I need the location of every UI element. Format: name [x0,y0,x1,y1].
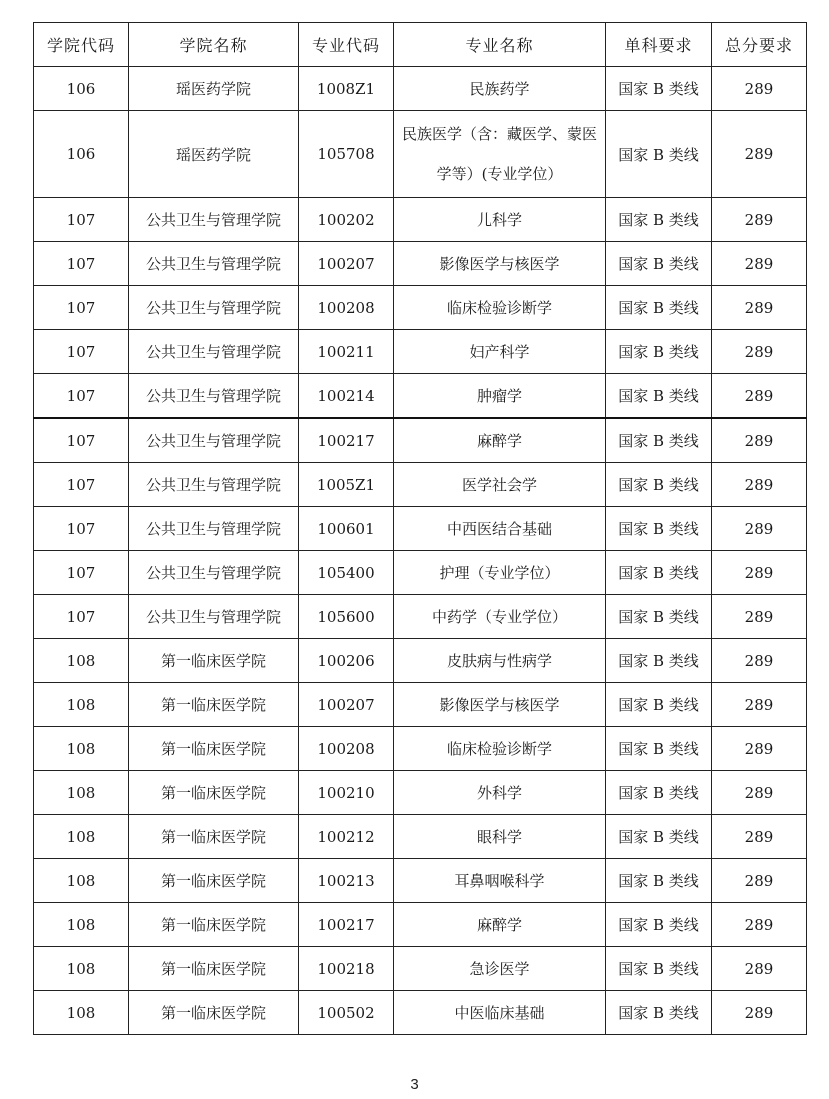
major-code-cell: 100208 [299,286,394,330]
college-name-cell: 第一临床医学院 [129,683,299,727]
single-subject-cell: 国家 B 类线 [606,947,712,991]
major-name-cell: 麻醉学 [394,903,606,947]
major-code-cell: 100207 [299,683,394,727]
table-row [34,639,807,683]
table-row [34,947,807,991]
table-row [34,111,807,198]
single-subject-cell: 国家 B 类线 [606,242,712,286]
single-subject-cell: 国家 B 类线 [606,551,712,595]
major-code-cell: 100502 [299,991,394,1035]
college-code-cell: 108 [34,903,129,947]
college-code-cell: 107 [34,286,129,330]
single-subject-cell: 国家 B 类线 [606,374,712,419]
major-name-cell: 中医临床基础 [394,991,606,1035]
total-score-cell: 289 [712,198,807,242]
college-name-cell: 第一临床医学院 [129,727,299,771]
college-name-cell: 公共卫生与管理学院 [129,463,299,507]
total-score-cell: 289 [712,551,807,595]
total-score-cell: 289 [712,507,807,551]
single-subject-cell: 国家 B 类线 [606,771,712,815]
college-code-cell: 108 [34,771,129,815]
total-score-cell: 289 [712,374,807,419]
total-score-cell: 289 [712,771,807,815]
college-code-cell: 108 [34,859,129,903]
college-name-cell: 公共卫生与管理学院 [129,551,299,595]
college-code-cell: 107 [34,242,129,286]
college-name-cell: 第一临床医学院 [129,815,299,859]
total-score-cell: 289 [712,683,807,727]
single-subject-cell: 国家 B 类线 [606,111,712,198]
major-code-cell: 105400 [299,551,394,595]
major-code-cell: 100212 [299,815,394,859]
major-code-cell: 100211 [299,330,394,374]
table-row [34,374,807,419]
total-score-cell: 289 [712,286,807,330]
major-code-cell: 100210 [299,771,394,815]
total-score-cell: 289 [712,111,807,198]
major-code-cell: 105708 [299,111,394,198]
header-college-name: 学院名称 [129,23,299,67]
table-row [34,595,807,639]
college-name-cell: 第一临床医学院 [129,903,299,947]
table-row [34,507,807,551]
college-code-cell: 106 [34,111,129,198]
college-name-cell: 公共卫生与管理学院 [129,507,299,551]
major-code-cell: 100207 [299,242,394,286]
table-row [34,242,807,286]
major-name-cell: 民族药学 [394,67,606,111]
major-code-cell: 1008Z1 [299,67,394,111]
college-code-cell: 107 [34,507,129,551]
major-name-cell: 外科学 [394,771,606,815]
major-name-cell: 临床检验诊断学 [394,286,606,330]
major-name-cell: 皮肤病与性病学 [394,639,606,683]
single-subject-cell: 国家 B 类线 [606,727,712,771]
page-number: 3 [410,1076,419,1093]
college-name-cell: 公共卫生与管理学院 [129,418,299,463]
college-name-cell: 公共卫生与管理学院 [129,198,299,242]
college-code-cell: 107 [34,374,129,419]
single-subject-cell: 国家 B 类线 [606,198,712,242]
major-name-cell: 肿瘤学 [394,374,606,419]
college-code-cell: 107 [34,418,129,463]
table-row [34,859,807,903]
major-code-cell: 100202 [299,198,394,242]
single-subject-cell: 国家 B 类线 [606,639,712,683]
college-code-cell: 108 [34,815,129,859]
college-name-cell: 第一临床医学院 [129,947,299,991]
table-row [34,903,807,947]
college-name-cell: 公共卫生与管理学院 [129,242,299,286]
major-name-cell: 影像医学与核医学 [394,242,606,286]
major-code-cell: 100213 [299,859,394,903]
single-subject-cell: 国家 B 类线 [606,683,712,727]
college-name-cell: 第一临床医学院 [129,771,299,815]
total-score-cell: 289 [712,859,807,903]
major-code-cell: 100217 [299,418,394,463]
major-name-cell: 耳鼻咽喉科学 [394,859,606,903]
table-row [34,330,807,374]
college-code-cell: 108 [34,683,129,727]
single-subject-cell: 国家 B 类线 [606,286,712,330]
header-single-subject-requirement: 单科要求 [606,23,712,67]
total-score-cell: 289 [712,815,807,859]
table-row [34,815,807,859]
table-header-row [34,23,807,67]
major-name-cell: 临床检验诊断学 [394,727,606,771]
college-code-cell: 107 [34,595,129,639]
single-subject-cell: 国家 B 类线 [606,330,712,374]
single-subject-cell: 国家 B 类线 [606,859,712,903]
total-score-cell: 289 [712,947,807,991]
total-score-cell: 289 [712,595,807,639]
college-code-cell: 106 [34,67,129,111]
major-code-cell: 105600 [299,595,394,639]
table-row [34,683,807,727]
total-score-cell: 289 [712,639,807,683]
table-row [34,418,807,463]
major-code-cell: 100208 [299,727,394,771]
major-name-cell: 护理（专业学位） [394,551,606,595]
college-name-cell: 瑶医药学院 [129,67,299,111]
major-name-cell: 麻醉学 [394,418,606,463]
total-score-cell: 289 [712,67,807,111]
admission-score-table [33,22,807,1035]
college-name-cell: 第一临床医学院 [129,991,299,1035]
major-name-cell: 眼科学 [394,815,606,859]
college-code-cell: 107 [34,330,129,374]
total-score-cell: 289 [712,991,807,1035]
college-name-cell: 公共卫生与管理学院 [129,374,299,419]
major-name-cell: 影像医学与核医学 [394,683,606,727]
total-score-cell: 289 [712,330,807,374]
college-name-cell: 公共卫生与管理学院 [129,595,299,639]
major-name-cell: 儿科学 [394,198,606,242]
major-name-cell: 妇产科学 [394,330,606,374]
total-score-cell: 289 [712,463,807,507]
major-code-cell: 100218 [299,947,394,991]
table-row [34,286,807,330]
table-row [34,67,807,111]
single-subject-cell: 国家 B 类线 [606,67,712,111]
college-code-cell: 108 [34,727,129,771]
major-code-cell: 100214 [299,374,394,419]
header-college-code: 学院代码 [34,23,129,67]
table-row [34,991,807,1035]
total-score-cell: 289 [712,242,807,286]
major-name-cell: 医学社会学 [394,463,606,507]
major-code-cell: 100601 [299,507,394,551]
table-row [34,771,807,815]
header-total-score-requirement: 总分要求 [712,23,807,67]
single-subject-cell: 国家 B 类线 [606,463,712,507]
college-name-cell: 第一临床医学院 [129,639,299,683]
single-subject-cell: 国家 B 类线 [606,507,712,551]
total-score-cell: 289 [712,727,807,771]
college-code-cell: 107 [34,463,129,507]
major-code-cell: 100217 [299,903,394,947]
college-code-cell: 108 [34,991,129,1035]
header-major-name: 专业名称 [394,23,606,67]
total-score-cell: 289 [712,418,807,463]
college-code-cell: 107 [34,551,129,595]
table-row [34,727,807,771]
college-code-cell: 108 [34,947,129,991]
table-row [34,551,807,595]
college-name-cell: 第一临床医学院 [129,859,299,903]
table-row [34,198,807,242]
major-name-cell: 急诊医学 [394,947,606,991]
header-major-code: 专业代码 [299,23,394,67]
major-code-cell: 100206 [299,639,394,683]
single-subject-cell: 国家 B 类线 [606,903,712,947]
table-row [34,463,807,507]
major-name-cell: 中药学（专业学位） [394,595,606,639]
single-subject-cell: 国家 B 类线 [606,418,712,463]
college-name-cell: 公共卫生与管理学院 [129,286,299,330]
major-name-cell: 中西医结合基础 [394,507,606,551]
major-name-cell: 民族医学（含：藏医学、蒙医学等）(专业学位） [394,111,606,198]
college-code-cell: 108 [34,639,129,683]
single-subject-cell: 国家 B 类线 [606,595,712,639]
single-subject-cell: 国家 B 类线 [606,815,712,859]
total-score-cell: 289 [712,903,807,947]
major-code-cell: 1005Z1 [299,463,394,507]
college-name-cell: 公共卫生与管理学院 [129,330,299,374]
single-subject-cell: 国家 B 类线 [606,991,712,1035]
college-name-cell: 瑶医药学院 [129,111,299,198]
college-code-cell: 107 [34,198,129,242]
